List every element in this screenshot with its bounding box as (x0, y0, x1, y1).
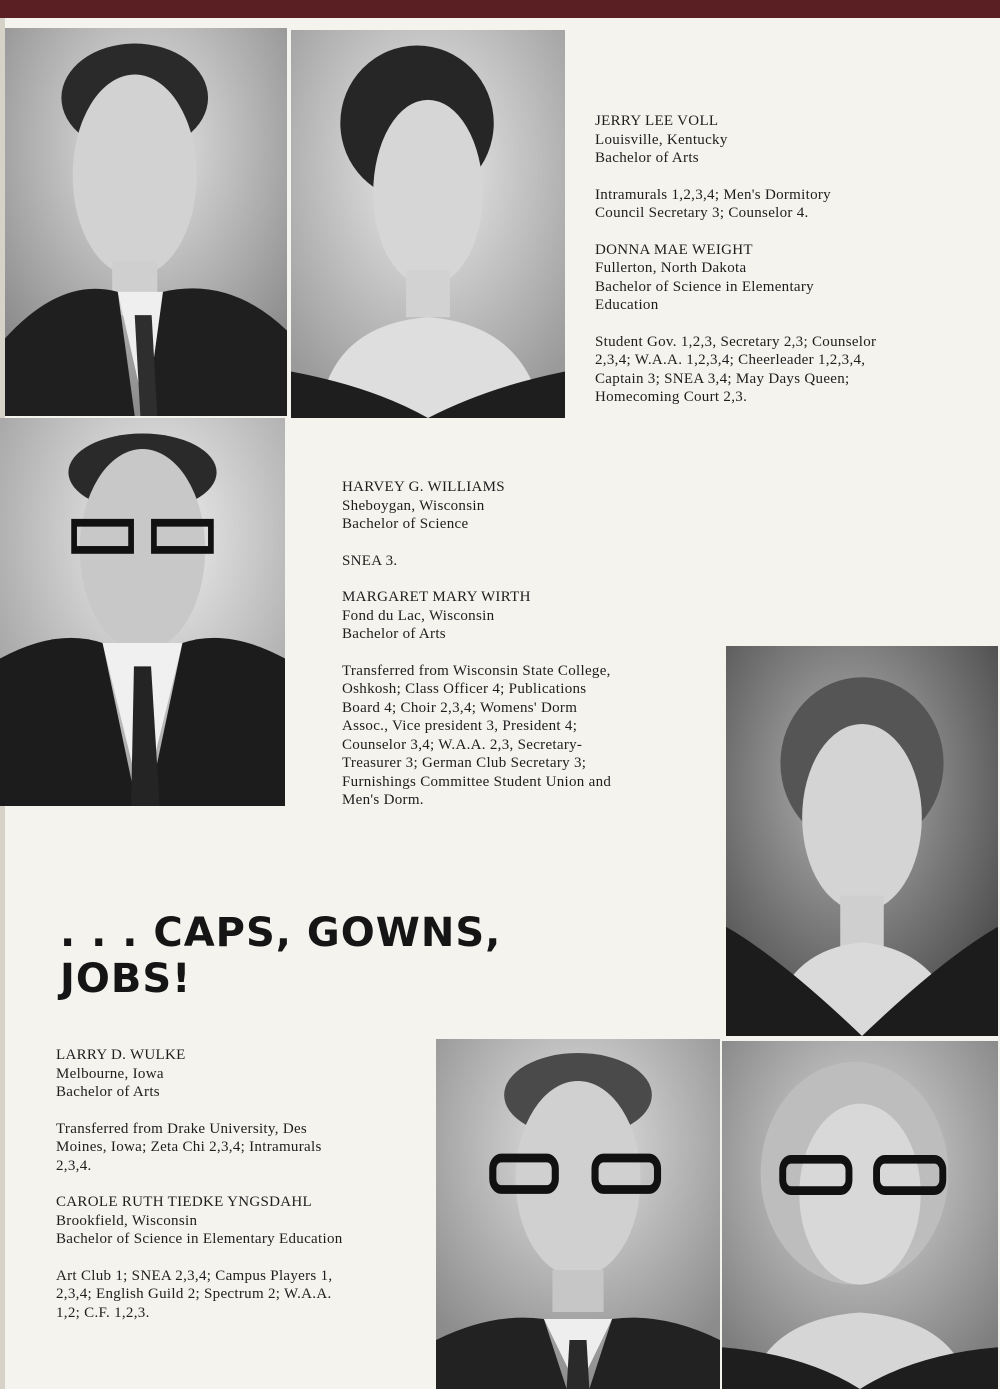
student-activities-line: 2,3,4; W.A.A. 1,2,3,4; Cheerleader 1,2,3,4, (595, 352, 866, 368)
student-name: HARVEY G. WILLIAMS (342, 479, 505, 495)
student-activities-line: Student Gov. 1,2,3, Secretary 2,3; Counselor (595, 333, 877, 350)
student-name: DONNA MAE WEIGHT (595, 241, 753, 258)
student-hometown: Fond du Lac, Wisconsin (342, 607, 495, 624)
student-hometown: Louisville, Kentucky (595, 131, 728, 148)
student-degree: Bachelor of Science in Elementary Education (56, 1231, 343, 1247)
portrait-harvey-williams (0, 418, 285, 806)
student-activities-line: Council Secretary 3; Counselor 4. (595, 205, 809, 221)
student-degree: Bachelor of Arts (56, 1084, 160, 1100)
student-name: MARGARET MARY WIRTH (342, 589, 531, 605)
student-activities-line: Oshkosh; Class Officer 4; Publications (342, 681, 587, 697)
student-hometown: Sheboygan, Wisconsin (342, 497, 485, 514)
student-activities-line: Intramurals 1,2,3,4; Men's Dormitory (595, 186, 831, 203)
student-activities-line: 2,3,4. (56, 1157, 92, 1174)
student-activities-line: Furnishings Committee Student Union and (342, 773, 612, 790)
bio-block-voll-weight (595, 112, 995, 407)
student-name: JERRY LEE VOLL (595, 113, 719, 129)
student-activities-line: Homecoming Court 2,3. (595, 389, 748, 405)
portrait-carole-yngsdahl (722, 1041, 998, 1389)
student-degree: Bachelor of Arts (595, 150, 699, 166)
portrait-jerry-voll (5, 28, 287, 416)
student-hometown: Fullerton, North Dakota (595, 260, 747, 276)
student-activities-line: Counselor 3,4; W.A.A. 2,3, Secretary- (342, 736, 583, 753)
student-activities-line: Transferred from Drake University, Des (56, 1120, 308, 1137)
student-activities-line: Treasurer 3; German Club Secretary 3; (342, 755, 587, 771)
bio-block-williams-wirth (342, 478, 722, 810)
student-activities-line: Captain 3; SNEA 3,4; May Days Queen; (595, 370, 850, 387)
student-activities-line: Art Club 1; SNEA 2,3,4; Campus Players 1, (56, 1267, 333, 1284)
student-activities-line: 2,3,4; English Guild 2; Spectrum 2; W.A.A. (56, 1286, 332, 1302)
student-activities-line: Moines, Iowa; Zeta Chi 2,3,4; Intramurals (56, 1139, 322, 1155)
student-hometown: Melbourne, Iowa (56, 1065, 164, 1082)
student-activities-line: Assoc., Vice president 3, President 4; (342, 718, 578, 734)
student-activities-line: Transferred from Wisconsin State College, (342, 662, 611, 679)
portrait-donna-weight (291, 30, 565, 418)
student-activities-line: SNEA 3. (342, 552, 398, 569)
student-degree: Bachelor of Science (342, 516, 469, 532)
student-activities-line: Board 4; Choir 2,3,4; Womens' Dorm (342, 699, 578, 716)
portrait-margaret-wirth (726, 646, 998, 1036)
student-name: LARRY D. WULKE (56, 1047, 186, 1063)
portrait-larry-wulke (436, 1039, 720, 1389)
page-headline: . . . CAPS, GOWNS, JOBS! (60, 910, 502, 1002)
bio-block-wulke-yngsdahl (56, 1046, 431, 1322)
student-activities-line: Men's Dorm. (342, 792, 424, 808)
student-hometown: Brookfield, Wisconsin (56, 1212, 198, 1229)
student-degree: Bachelor of Science in Elementary (595, 278, 814, 295)
student-degree: Bachelor of Arts (342, 626, 446, 642)
student-name: CAROLE RUTH TIEDKE YNGSDAHL (56, 1194, 313, 1210)
student-degree: Education (595, 297, 659, 313)
page-top-edge (0, 0, 1000, 18)
student-activities-line: 1,2; C.F. 1,2,3. (56, 1304, 150, 1321)
